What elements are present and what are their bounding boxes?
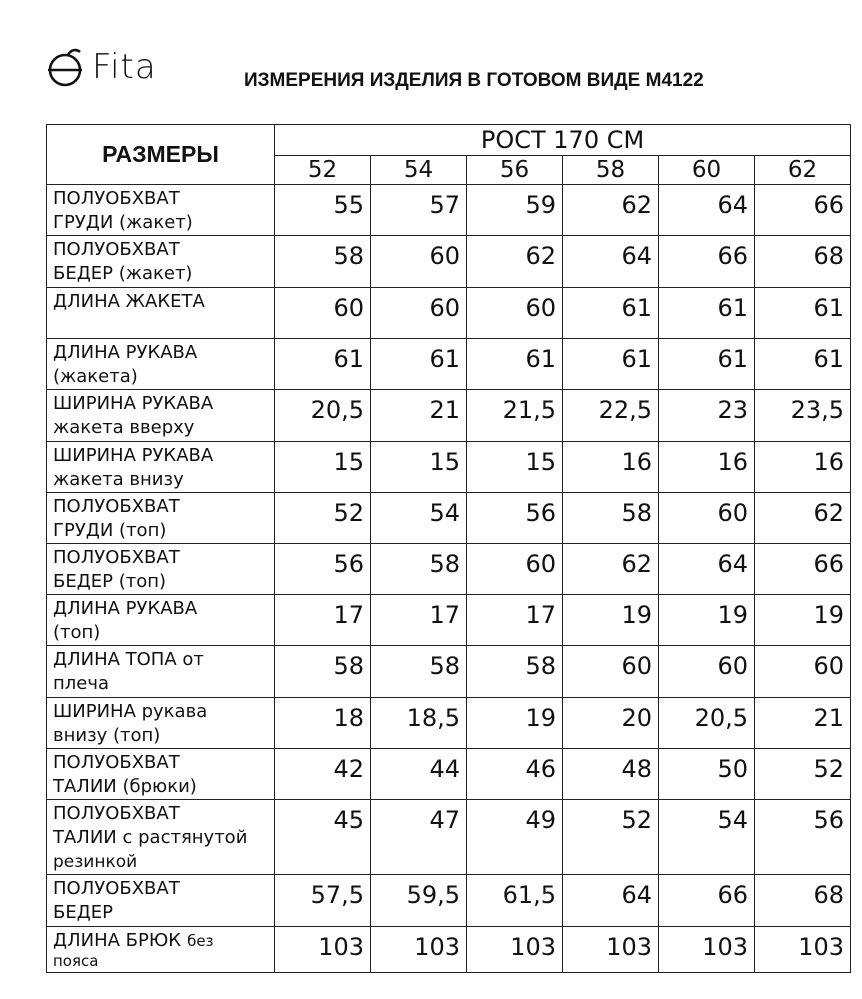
measurement-value: 19: [467, 698, 563, 749]
measurement-value: 59: [467, 185, 563, 236]
table-row: [47, 442, 851, 493]
table-row: [47, 493, 851, 544]
measurement-name: [47, 185, 275, 236]
measurement-value: 16: [563, 442, 659, 493]
size-header: 52: [275, 156, 371, 185]
measurement-value: 15: [275, 442, 371, 493]
measurement-name: [47, 698, 275, 749]
measurement-name-line: ПОЛУОБХВАТ: [53, 188, 180, 209]
measurement-value: 52: [755, 749, 851, 800]
measurement-name-line: без: [187, 932, 214, 950]
measurement-name-line: ДЛИНА РУКАВА: [53, 598, 198, 619]
measurement-value: 21: [755, 698, 851, 749]
measurement-value: 61: [371, 339, 467, 390]
measurement-value: 15: [371, 442, 467, 493]
measurement-value: 64: [563, 236, 659, 288]
measurement-value: 60: [659, 646, 755, 698]
measurement-name-line: ПОЛУОБХВАТ: [53, 496, 180, 517]
measurement-name-line: ДЛИНА БРЮК: [53, 930, 182, 951]
measurement-value: 17: [371, 595, 467, 646]
measurement-value: 47: [371, 800, 467, 875]
size-header: 60: [659, 156, 755, 185]
measurement-value: 61: [275, 339, 371, 390]
measurement-name-line: ДЛИНА ТОПА от: [53, 649, 204, 670]
measurement-value: 56: [275, 544, 371, 595]
brand-logo: [44, 44, 157, 90]
measurement-value: 103: [467, 927, 563, 973]
measurement-value: 48: [563, 749, 659, 800]
measurement-value: 18,5: [371, 698, 467, 749]
measurement-value: 61: [563, 288, 659, 339]
measurement-value: 54: [659, 800, 755, 875]
measurement-value: 68: [755, 236, 851, 288]
measurement-value: 52: [275, 493, 371, 544]
measurement-value: 21: [371, 390, 467, 442]
measurement-name: [47, 800, 275, 875]
measurement-name-line: ШИРИНА РУКАВА: [53, 393, 214, 414]
measurement-value: 50: [659, 749, 755, 800]
measurement-value: 60: [467, 288, 563, 339]
sizes-header: РАЗМЕРЫ: [47, 125, 275, 185]
measurement-value: 61: [659, 288, 755, 339]
table-row: [47, 749, 851, 800]
measurement-value: 54: [371, 493, 467, 544]
measurement-value: 58: [563, 493, 659, 544]
table-row: [47, 698, 851, 749]
measurement-name-line: плеча: [53, 673, 110, 694]
measurement-value: 61: [563, 339, 659, 390]
measurement-value: 62: [563, 544, 659, 595]
measurement-value: 60: [563, 646, 659, 698]
measurement-value: 23,5: [755, 390, 851, 442]
measurement-value: 17: [275, 595, 371, 646]
measurement-value: 60: [371, 236, 467, 288]
table-row: [47, 390, 851, 442]
measurement-value: 61: [467, 339, 563, 390]
table-row: [47, 927, 851, 973]
table-row: [47, 288, 851, 339]
measurement-name: [47, 442, 275, 493]
measurement-value: 62: [467, 236, 563, 288]
measurement-name-line: жакета вверху: [53, 417, 195, 438]
measurement-value: 66: [755, 544, 851, 595]
measurement-value: 61: [755, 288, 851, 339]
measurement-value: 62: [563, 185, 659, 236]
measurement-value: 62: [755, 493, 851, 544]
measurement-value: 23: [659, 390, 755, 442]
measurement-name: [47, 493, 275, 544]
measurement-value: 57: [371, 185, 467, 236]
measurement-name-line: ПОЛУОБХВАТ: [53, 752, 180, 773]
measurement-name: [47, 339, 275, 390]
measurement-value: 103: [755, 927, 851, 973]
measurement-value: 103: [563, 927, 659, 973]
measurement-value: 66: [659, 236, 755, 288]
measurement-name-line: ДЛИНА РУКАВА: [53, 342, 198, 363]
measurement-name: [47, 544, 275, 595]
fita-logo-icon: [44, 46, 86, 88]
measurement-name-line: ТАЛИИ с растянутой: [53, 827, 248, 848]
measurement-value: 68: [755, 875, 851, 927]
measurement-value: 58: [275, 646, 371, 698]
measurement-name-line: пояса: [53, 952, 99, 970]
measurement-value: 21,5: [467, 390, 563, 442]
measurement-value: 64: [659, 185, 755, 236]
measurement-value: 64: [659, 544, 755, 595]
measurement-value: 60: [371, 288, 467, 339]
measurement-name-line: ГРУДИ (топ): [53, 520, 167, 541]
measurement-value: 64: [563, 875, 659, 927]
table-row: [47, 185, 851, 236]
measurement-value: 60: [467, 544, 563, 595]
measurement-name: [47, 236, 275, 288]
table-row: [47, 875, 851, 927]
measurement-value: 58: [371, 646, 467, 698]
measurement-name-line: ДЛИНА ЖАКЕТА: [53, 291, 205, 312]
measurement-name-line: ПОЛУОБХВАТ: [53, 547, 180, 568]
measurement-value: 52: [563, 800, 659, 875]
measurement-name-line: ТАЛИИ (брюки): [53, 776, 197, 797]
measurement-value: 22,5: [563, 390, 659, 442]
measurement-name-line: БЕДЕР (топ): [53, 571, 167, 592]
measurement-name-line: ШИРИНА РУКАВА: [53, 445, 214, 466]
measurement-value: 60: [275, 288, 371, 339]
measurement-value: 15: [467, 442, 563, 493]
measurement-value: 61,5: [467, 875, 563, 927]
measurement-value: 19: [563, 595, 659, 646]
measurement-name-line: ПОЛУОБХВАТ: [53, 803, 180, 824]
measurement-value: 42: [275, 749, 371, 800]
measurement-name: [47, 927, 275, 973]
measurement-value: 66: [659, 875, 755, 927]
measurement-value: 60: [659, 493, 755, 544]
size-header: 54: [371, 156, 467, 185]
measurement-value: 103: [659, 927, 755, 973]
measurement-name-line: БЕДЕР (жакет): [53, 263, 193, 284]
measurement-value: 57,5: [275, 875, 371, 927]
measurement-name-line: БЕДЕР: [53, 902, 114, 923]
size-table: [46, 124, 851, 973]
measurement-name-line: ПОЛУОБХВАТ: [53, 239, 180, 260]
measurement-name-line: ШИРИНА рукава: [53, 701, 208, 722]
measurement-value: 20,5: [659, 698, 755, 749]
header-row: [47, 125, 851, 156]
measurement-value: 59,5: [371, 875, 467, 927]
measurement-name: [47, 595, 275, 646]
measurement-value: 18: [275, 698, 371, 749]
measurement-value: 20,5: [275, 390, 371, 442]
measurement-value: 44: [371, 749, 467, 800]
table-row: [47, 339, 851, 390]
table-row: [47, 236, 851, 288]
measurement-name-line: жакета внизу: [53, 469, 184, 490]
measurement-value: 45: [275, 800, 371, 875]
size-header: 56: [467, 156, 563, 185]
measurement-value: 56: [467, 493, 563, 544]
measurement-name: [47, 875, 275, 927]
measurement-name: [47, 390, 275, 442]
measurement-value: 19: [659, 595, 755, 646]
measurement-value: 49: [467, 800, 563, 875]
measurement-value: 56: [755, 800, 851, 875]
table-row: [47, 544, 851, 595]
measurement-name: [47, 646, 275, 698]
measurement-name-line: ГРУДИ (жакет): [53, 212, 193, 233]
table-row: [47, 800, 851, 875]
measurement-name-line: (жакета): [53, 366, 138, 387]
measurement-value: 19: [755, 595, 851, 646]
measurement-name-line: ПОЛУОБХВАТ: [53, 878, 180, 899]
measurement-name-line: (топ): [53, 622, 101, 643]
height-header: РОСТ 170 СМ: [275, 125, 851, 156]
measurement-value: 16: [659, 442, 755, 493]
size-header: 58: [563, 156, 659, 185]
document-title: ИЗМЕРЕНИЯ ИЗДЕЛИЯ В ГОТОВОМ ВИДЕ М4122: [244, 70, 704, 91]
measurement-value: 58: [467, 646, 563, 698]
measurement-value: 46: [467, 749, 563, 800]
measurement-name-line: резинкой: [53, 852, 138, 872]
measurement-value: 58: [371, 544, 467, 595]
measurement-value: 103: [371, 927, 467, 973]
size-header: 62: [755, 156, 851, 185]
measurement-name-line: внизу (топ): [53, 725, 161, 746]
table-row: [47, 646, 851, 698]
measurement-value: 61: [659, 339, 755, 390]
measurement-value: 20: [563, 698, 659, 749]
measurement-value: 60: [755, 646, 851, 698]
measurement-value: 61: [755, 339, 851, 390]
logo-text: Fita: [92, 47, 157, 87]
measurement-value: 103: [275, 927, 371, 973]
measurement-value: 17: [467, 595, 563, 646]
measurement-name: [47, 288, 275, 339]
table-row: [47, 595, 851, 646]
measurement-value: 66: [755, 185, 851, 236]
measurement-value: 58: [275, 236, 371, 288]
measurement-value: 16: [755, 442, 851, 493]
measurement-value: 55: [275, 185, 371, 236]
measurement-name: [47, 749, 275, 800]
